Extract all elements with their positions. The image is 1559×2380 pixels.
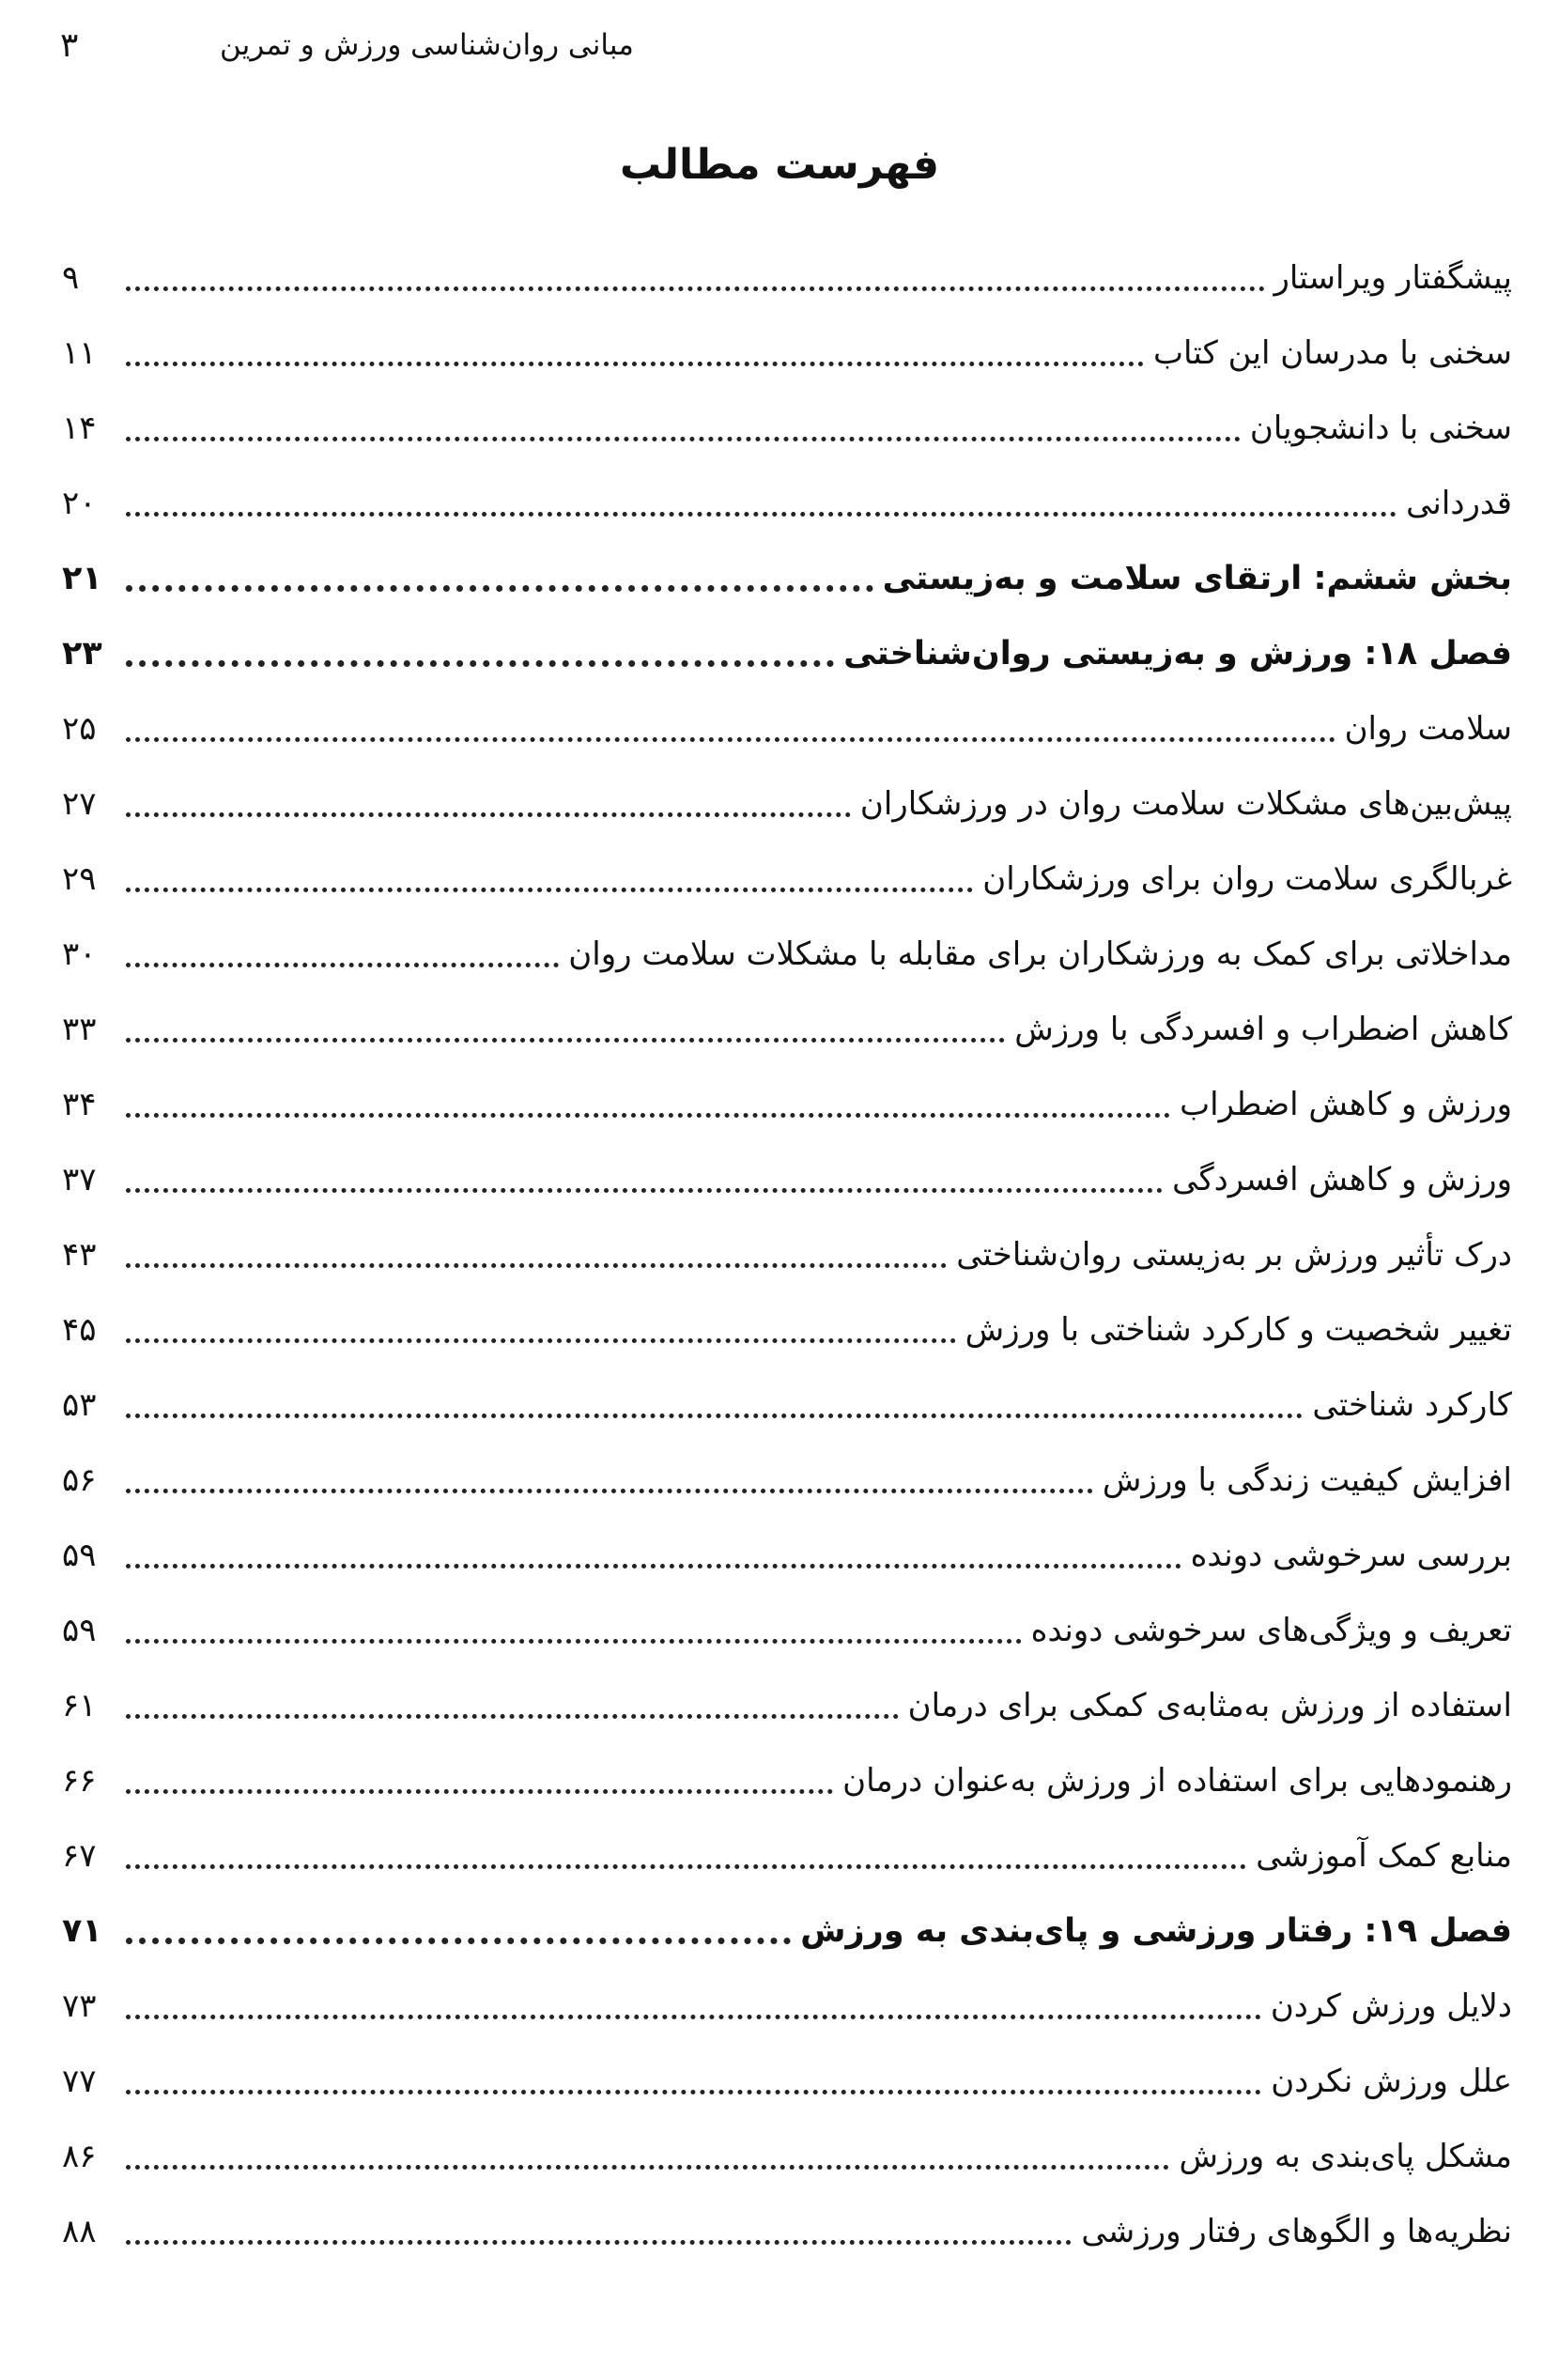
- toc-entry: [62, 240, 1512, 316]
- toc-dot-leader: [126, 1414, 1303, 1418]
- toc-list: [62, 240, 1512, 2269]
- toc-dot-leader: [126, 737, 1335, 742]
- toc-entry-title: مداخلاتی برای کمک به ورزشکاران برای مقابله با مشکلات سلامت روان: [568, 935, 1512, 973]
- toc-entry-title: درک تأثیر ورزش بر به‌زیستی روان‌شناختی: [956, 1236, 1512, 1274]
- toc-entry-title: بررسی سرخوشی دونده: [1190, 1537, 1512, 1574]
- toc-entry: [62, 1443, 1512, 1518]
- toc-entry-page: ۴۳: [62, 1236, 97, 1274]
- toc-entry-page: ۹: [62, 259, 80, 297]
- toc-entry-title: کاهش اضطراب و افسردگی با ورزش: [1014, 1011, 1512, 1048]
- toc-entry-title: استفاده از ورزش به‌مثابه‌ی کمکی برای درمان: [907, 1687, 1512, 1724]
- toc-entry: [62, 1593, 1512, 1668]
- toc-entry-page: ۶۷: [62, 1837, 97, 1875]
- toc-entry-title: غربالگری سلامت روان برای ورزشکاران: [982, 860, 1512, 898]
- page-number: ۳: [60, 26, 79, 65]
- toc-entry: [62, 842, 1512, 917]
- toc-entry-page: ۶۶: [62, 1762, 97, 1800]
- toc-entry: [62, 1743, 1512, 1818]
- toc-dot-leader: [126, 660, 834, 667]
- toc-dot-leader: [126, 2165, 1169, 2170]
- toc-entry: [62, 1067, 1512, 1142]
- toc-entry: [62, 2194, 1512, 2269]
- toc-entry-title: بخش ششم: ارتقای سلامت و به‌زیستی: [882, 560, 1512, 597]
- toc-dot-leader: [126, 1188, 1163, 1193]
- toc-dot-leader: [126, 812, 851, 817]
- toc-dot-leader: [126, 1489, 1093, 1493]
- toc-entry-page: ۵۳: [62, 1386, 97, 1424]
- toc-entry-page: ۵۶: [62, 1461, 97, 1499]
- toc-entry-page: ۱۱: [62, 334, 97, 372]
- toc-entry: [62, 1142, 1512, 1217]
- toc-entry-page: ۷۷: [62, 2063, 97, 2100]
- toc-entry-page: ۸۶: [62, 2138, 97, 2175]
- toc-dot-leader: [126, 1564, 1181, 1569]
- toc-entry-page: ۴۵: [62, 1311, 97, 1349]
- toc-entry: [62, 1893, 1512, 1969]
- book-title: مبانی روان‌شناسی ورزش و تمرین: [220, 28, 634, 62]
- toc-dot-leader: [126, 888, 973, 892]
- toc-entry-title: سخنی با دانشجویان: [1249, 410, 1512, 447]
- toc-entry-title: سلامت روان: [1344, 710, 1512, 748]
- toc-entry-title: پیشگفتار ویراستار: [1273, 259, 1512, 297]
- toc-entry-title: افزایش کیفیت زندگی با ورزش: [1102, 1461, 1512, 1499]
- toc-dot-leader: [126, 1038, 1005, 1043]
- toc-dot-leader: [126, 1338, 956, 1343]
- toc-entry-page: ۵۹: [62, 1537, 97, 1574]
- toc-entry-title: رهنمودهایی برای استفاده از ورزش به‌عنوان درمان: [842, 1762, 1512, 1800]
- toc-entry-title: نظریه‌ها و الگوهای رفتار ورزشی: [1081, 2213, 1512, 2250]
- toc-dot-leader: [126, 585, 873, 592]
- toc-entry-page: ۵۹: [62, 1612, 97, 1649]
- toc-dot-leader: [126, 2015, 1261, 2019]
- toc-dot-leader: [126, 1113, 1170, 1118]
- toc-entry: [62, 1368, 1512, 1443]
- toc-dot-leader: [126, 437, 1241, 441]
- toc-entry-title: فصل ۱۸: ورزش و به‌زیستی روان‌شناختی: [843, 635, 1512, 672]
- toc-entry: [62, 1969, 1512, 2044]
- toc-entry-page: ۷۱: [62, 1912, 102, 1950]
- toc-dot-leader: [126, 1864, 1246, 1869]
- toc-entry: [62, 316, 1512, 391]
- toc-entry-page: ۲۵: [62, 710, 97, 748]
- toc-entry: [62, 1668, 1512, 1743]
- toc-entry: [62, 1818, 1512, 1893]
- toc-entry: [62, 616, 1512, 691]
- toc-entry-title: کارکرد شناختی: [1312, 1386, 1512, 1424]
- toc-dot-leader: [126, 1714, 899, 1719]
- toc-dot-leader: [126, 362, 1144, 366]
- toc-entry-page: ۳۴: [62, 1086, 97, 1123]
- running-header: [60, 26, 1499, 73]
- toc-entry-title: ورزش و کاهش اضطراب: [1180, 1086, 1512, 1123]
- toc-entry: [62, 2044, 1512, 2119]
- toc-entry-title: سخنی با مدرسان این کتاب: [1153, 334, 1512, 372]
- toc-entry-page: ۶۱: [62, 1687, 97, 1724]
- toc-entry-title: تغییر شخصیت و کارکرد شناختی با ورزش: [965, 1311, 1512, 1349]
- toc-entry: [62, 917, 1512, 992]
- toc-dot-leader: [126, 286, 1265, 291]
- toc-entry-title: دلایل ورزش کردن: [1270, 1987, 1512, 2025]
- toc-entry: [62, 391, 1512, 466]
- toc-entry-title: علل ورزش نکردن: [1271, 2063, 1512, 2100]
- toc-entry: [62, 766, 1512, 842]
- toc-entry-page: ۸۸: [62, 2213, 97, 2250]
- toc-entry: [62, 1217, 1512, 1292]
- toc-dot-leader: [126, 2240, 1072, 2245]
- toc-entry: [62, 691, 1512, 766]
- toc-entry-page: ۳۰: [62, 935, 97, 973]
- toc-dot-leader: [126, 1263, 947, 1268]
- toc-entry-page: ۲۷: [62, 785, 97, 823]
- toc-entry: [62, 466, 1512, 541]
- toc-entry-title: تعریف و ویژگی‌های سرخوشی دونده: [1030, 1612, 1512, 1649]
- toc-entry-title: مشکل پای‌بندی به ورزش: [1179, 2138, 1512, 2175]
- toc-entry-page: ۳۳: [62, 1011, 97, 1048]
- toc-entry: [62, 1292, 1512, 1368]
- toc-dot-leader: [126, 1639, 1022, 1644]
- toc-entry-page: ۳۷: [62, 1161, 97, 1198]
- toc-entry-page: ۲۳: [62, 635, 102, 672]
- toc-dot-leader: [126, 963, 559, 967]
- toc-dot-leader: [126, 512, 1397, 517]
- toc-entry-title: ورزش و کاهش افسردگی: [1172, 1161, 1512, 1198]
- toc-entry-page: ۲۹: [62, 860, 97, 898]
- toc-entry: [62, 992, 1512, 1067]
- toc-entry-page: ۷۳: [62, 1987, 97, 2025]
- toc-dot-leader: [126, 2090, 1261, 2094]
- toc-entry: [62, 1518, 1512, 1593]
- toc-entry-title: فصل ۱۹: رفتار ورزشی و پای‌بندی به ورزش: [800, 1912, 1512, 1950]
- toc-entry-title: قدردانی: [1406, 485, 1512, 522]
- toc-entry-title: پیش‌بین‌های مشکلات سلامت روان در ورزشکاران: [859, 785, 1512, 823]
- toc-dot-leader: [126, 1789, 833, 1794]
- toc-entry: [62, 541, 1512, 616]
- toc-entry-title: منابع کمک آموزشی: [1256, 1837, 1512, 1875]
- toc-dot-leader: [126, 1938, 791, 1944]
- toc-heading: فهرست مطالب: [619, 141, 940, 189]
- toc-entry-page: ۲۱: [62, 560, 102, 597]
- toc-entry: [62, 2119, 1512, 2194]
- toc-entry-page: ۱۴: [62, 410, 97, 447]
- toc-entry-page: ۲۰: [62, 485, 97, 522]
